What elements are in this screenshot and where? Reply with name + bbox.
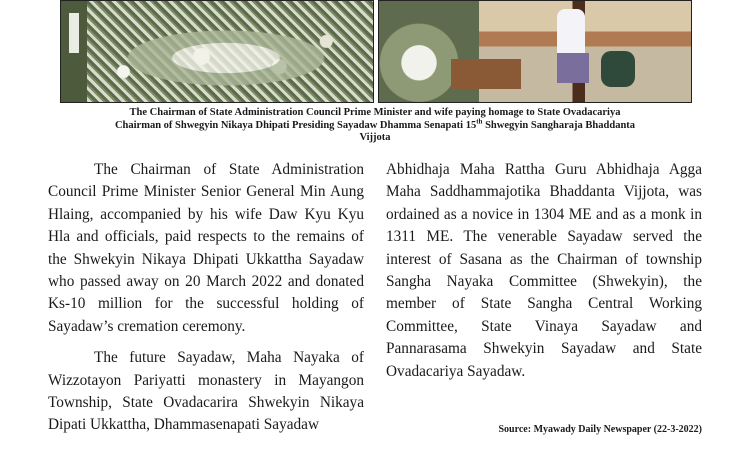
caption-line-1: The Chairman of State Administration Council Prime Minister and wife paying homage to State Ovadacariya bbox=[129, 107, 621, 118]
caption-line-2-start: Chairman of Shwegyin Nikaya Dhipati Presiding Sayadaw Dhamma Senapati 15 bbox=[114, 119, 477, 131]
article-paragraph-1: The Chairman of State Administration Council Prime Minister Senior General Min Aung Hlaing, accompanied by his wife Daw Kyu Kyu Hla and officials, paid respects to the remains of the Shwekyin Nikaya Dhipati Ukkattha Sayadaw who passed away on 20 March 2022 and donated Ks-10 million for the successful holding of Sayadaw’s cremation ceremony. bbox=[48, 161, 364, 335]
article-paragraph-2-continued: Abhidhaja Maha Rattha Guru Abhidhaja Agga Maha Saddhammajotika Bhaddanta Vijjota, was ordained as a novice in 1304 ME and as a monk in 1311 ME. The venerable Sayadaw served the interest of Sasana as the Chairman of township Sangha Nayaka Committee (Shwekyin), the member of State Sangha Central Working Committee, State Vinaya Sayadaw and Pannarasama Shwekyin Sayadaw and State Ovadacariya Sayadaw. bbox=[386, 161, 702, 380]
article-column-left bbox=[48, 159, 364, 437]
source-credit: Source: Myawady Daily Newspaper (22-3-2022) bbox=[498, 424, 702, 435]
photo-paying-homage bbox=[378, 0, 692, 103]
caption-line-3: Vijjota bbox=[359, 132, 391, 143]
photo-caption bbox=[48, 107, 702, 145]
article-column-right bbox=[386, 159, 702, 383]
caption-line-2-end: Shwegyin Sangharaja Bhaddanta bbox=[482, 119, 636, 131]
caption-ordinal-suffix: th bbox=[476, 117, 483, 125]
article-paragraph-2-start: The future Sayadaw, Maha Nayaka of Wizzotayon Pariyatti monastery in Mayangon Township, State Ovadacarira Shwekyin Nikaya Dipati Ukkattha, Dhammasenapati Sayadaw bbox=[48, 349, 364, 434]
photo-floral-tribute bbox=[60, 0, 374, 103]
caption-line-2 bbox=[48, 117, 702, 133]
